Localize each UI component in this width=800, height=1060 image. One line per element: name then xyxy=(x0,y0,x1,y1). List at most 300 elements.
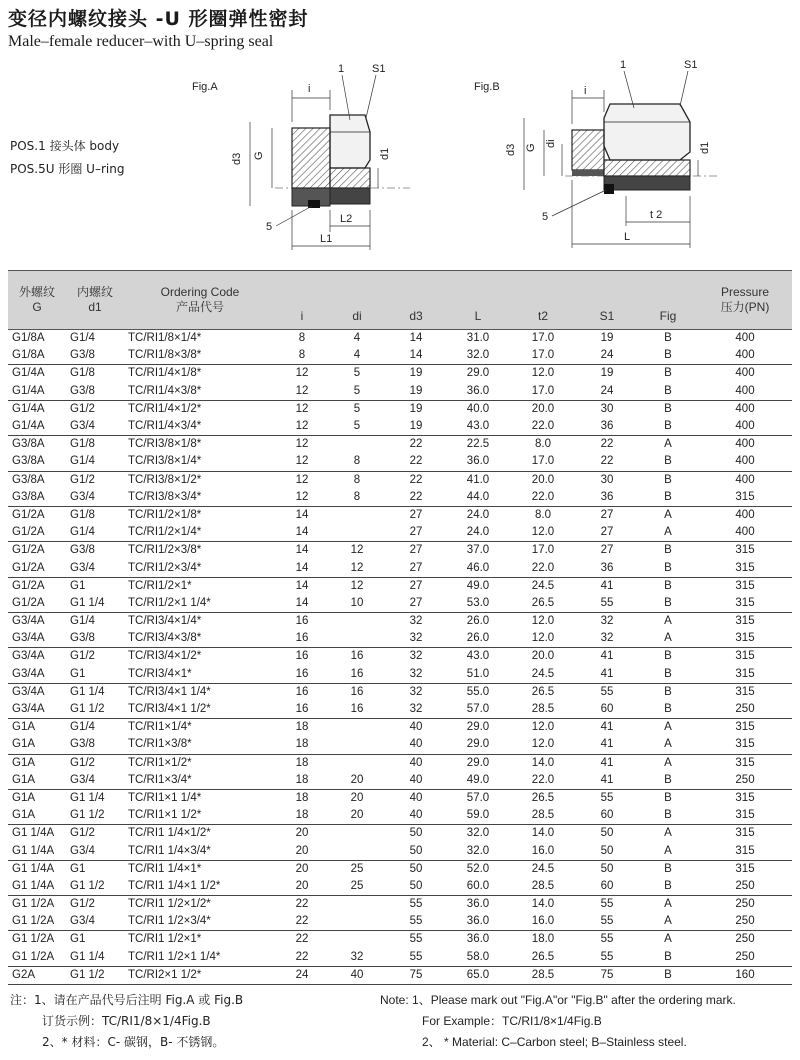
cell-d1: G1/4 xyxy=(70,332,95,345)
cell-d3: 40 xyxy=(409,809,423,822)
cell-i: 14 xyxy=(295,544,309,557)
cell-fig: B xyxy=(664,367,672,380)
cell-d3: 22 xyxy=(409,490,423,503)
cell-g: G1A xyxy=(12,738,36,751)
cell-d1: G3/8 xyxy=(70,632,95,645)
cell-g: G1/4A xyxy=(12,384,45,397)
cell-code: TC/RI1 1/2×1/2* xyxy=(128,898,211,911)
cell-t2: 28.5 xyxy=(531,968,555,981)
cell-code: TC/RI3/4×1* xyxy=(128,667,192,680)
cell-di xyxy=(328,931,386,949)
cell-d3: 22 xyxy=(409,455,423,468)
cell-pressure: 250 xyxy=(735,898,755,911)
cell-code: TC/RI1×1/4* xyxy=(128,721,192,734)
cell-l: 29.0 xyxy=(466,721,490,734)
cell-t2: 14.0 xyxy=(531,898,555,911)
col-header-d3: d3 xyxy=(409,309,423,323)
table-row xyxy=(8,524,792,542)
cell-g: G1/8A xyxy=(12,332,45,345)
cell-d1: G1 xyxy=(70,667,86,680)
cell-i: 18 xyxy=(295,756,309,769)
cell-s1: 55 xyxy=(600,596,614,609)
cell-fig: A xyxy=(664,844,672,857)
cell-t2: 12.0 xyxy=(531,367,555,380)
cell-s1: 55 xyxy=(600,933,614,946)
cell-l: 58.0 xyxy=(466,950,490,963)
cell-pressure: 315 xyxy=(735,490,755,503)
cell-fig: B xyxy=(664,650,672,663)
cell-di: 10 xyxy=(350,596,364,609)
table-row xyxy=(8,807,792,825)
cell-i: 16 xyxy=(295,632,309,645)
cell-d1: G1/2 xyxy=(70,650,95,663)
cell-t2: 16.0 xyxy=(531,844,555,857)
note-en-3: 2、 * Material: C–Carbon steel; B–Stainless steel. xyxy=(422,1035,687,1049)
cell-d3: 19 xyxy=(409,402,423,415)
cell-code: TC/RI1/8×1/4* xyxy=(128,332,202,345)
cell-fig: B xyxy=(664,685,672,698)
cell-g: G1/2A xyxy=(12,544,45,557)
cell-d3: 32 xyxy=(409,703,423,716)
cell-i: 12 xyxy=(295,367,309,380)
cell-d1: G1 xyxy=(70,933,86,946)
table-row xyxy=(8,860,792,878)
cell-d1: G1/4 xyxy=(70,721,95,734)
cell-t2: 24.5 xyxy=(531,579,555,592)
cell-s1: 50 xyxy=(600,827,614,840)
cell-d1: G1 1/2 xyxy=(70,968,105,981)
cell-di xyxy=(328,719,386,737)
cell-fig: A xyxy=(664,632,672,645)
cell-l: 57.0 xyxy=(466,703,490,716)
cell-d1: G1/8 xyxy=(70,438,95,451)
cell-di xyxy=(328,436,386,454)
cell-di: 25 xyxy=(350,862,364,875)
cell-d1: G1/2 xyxy=(70,473,95,486)
cell-i: 8 xyxy=(298,332,306,345)
cell-l: 57.0 xyxy=(466,791,490,804)
cell-d3: 27 xyxy=(409,579,423,592)
col-header-l: L xyxy=(474,309,482,323)
cell-s1: 60 xyxy=(600,809,614,822)
cell-l: 49.0 xyxy=(466,773,490,786)
cell-s1: 50 xyxy=(600,844,614,857)
cell-g: G3/4A xyxy=(12,615,45,628)
page-title-cn: 变径内螺纹接头 -U 形圈弹性密封 xyxy=(8,8,309,30)
cell-i: 16 xyxy=(295,650,309,663)
table-row xyxy=(8,436,792,454)
cell-pressure: 250 xyxy=(735,933,755,946)
cell-l: 29.0 xyxy=(466,367,490,380)
cell-i: 22 xyxy=(295,915,309,928)
cell-pressure: 315 xyxy=(735,596,755,609)
cell-fig: B xyxy=(664,455,672,468)
note-en-1: Note: 1、Please mark out "Fig.A"or "Fig.B" after the ordering mark. xyxy=(380,993,736,1007)
legend-pos1: POS.1 接头体 body xyxy=(10,139,120,153)
cell-i: 12 xyxy=(295,455,309,468)
table-row xyxy=(8,648,792,666)
table-row xyxy=(8,559,792,577)
cell-d3: 19 xyxy=(409,384,423,397)
cell-code: TC/RI3/4×3/8* xyxy=(128,632,202,645)
cell-code: TC/RI3/8×1/4* xyxy=(128,455,202,468)
cell-t2: 24.5 xyxy=(531,862,555,875)
cell-d3: 55 xyxy=(409,950,423,963)
cell-code: TC/RI1×1 1/4* xyxy=(128,791,202,804)
cell-l: 55.0 xyxy=(466,685,490,698)
table-row xyxy=(8,719,792,737)
cell-g: G1A xyxy=(12,773,36,786)
cell-di: 16 xyxy=(350,667,364,680)
cell-s1: 36 xyxy=(600,561,614,574)
cell-g: G1 1/4A xyxy=(12,862,55,875)
cell-s1: 55 xyxy=(600,685,614,698)
cell-g: G1/2A xyxy=(12,579,45,592)
cell-s1: 60 xyxy=(600,703,614,716)
cell-s1: 27 xyxy=(600,526,614,539)
table-row xyxy=(8,613,792,631)
cell-s1: 55 xyxy=(600,791,614,804)
cell-i: 12 xyxy=(295,438,309,451)
cell-g: G1/2A xyxy=(12,508,45,521)
cell-fig: B xyxy=(664,384,672,397)
cell-i: 18 xyxy=(295,738,309,751)
cell-l: 40.0 xyxy=(466,402,490,415)
table-header-row xyxy=(8,271,792,330)
cell-di: 5 xyxy=(353,420,361,433)
cell-di: 16 xyxy=(350,703,364,716)
cell-t2: 24.5 xyxy=(531,667,555,680)
col-header-t2: t2 xyxy=(537,309,548,323)
fig-b-di-label: di xyxy=(545,139,557,148)
cell-d3: 27 xyxy=(409,526,423,539)
cell-di: 8 xyxy=(353,455,361,468)
cell-i: 12 xyxy=(295,402,309,415)
cell-code: TC/RI1 1/4×1 1/2* xyxy=(128,879,221,892)
cell-di xyxy=(328,896,386,914)
cell-pressure: 400 xyxy=(735,420,755,433)
cell-fig: A xyxy=(664,438,672,451)
col-header-fig: Fig xyxy=(659,309,677,323)
cell-code: TC/RI1/4×3/4* xyxy=(128,420,202,433)
cell-pressure: 400 xyxy=(735,384,755,397)
cell-g: G1 1/4A xyxy=(12,844,55,857)
cell-code: TC/RI3/8×1/2* xyxy=(128,473,202,486)
cell-t2: 22.0 xyxy=(531,490,555,503)
fig-a-s1-label: S1 xyxy=(372,63,386,75)
fig-a-5-label: 5 xyxy=(266,221,273,233)
cell-t2: 17.0 xyxy=(531,384,555,397)
cell-d3: 50 xyxy=(409,862,423,875)
cell-s1: 41 xyxy=(600,773,614,786)
cell-l: 36.0 xyxy=(466,384,490,397)
fig-a-d3-label: d3 xyxy=(231,152,243,165)
cell-l: 43.0 xyxy=(466,420,490,433)
cell-g: G1/8A xyxy=(12,349,45,362)
page-title-en: Male–female reducer–with U–spring seal xyxy=(8,33,274,50)
cell-t2: 20.0 xyxy=(531,650,555,663)
cell-g: G3/4A xyxy=(12,650,45,663)
cell-di xyxy=(328,842,386,860)
cell-l: 43.0 xyxy=(466,650,490,663)
cell-i: 16 xyxy=(295,615,309,628)
cell-pressure: 400 xyxy=(735,367,755,380)
cell-t2: 12.0 xyxy=(531,632,555,645)
cell-pressure: 250 xyxy=(735,950,755,963)
note-en-2: For Example：TC/RI1/8×1/4Fig.B xyxy=(422,1014,602,1028)
cell-code: TC/RI1/4×1/8* xyxy=(128,367,202,380)
cell-s1: 55 xyxy=(600,950,614,963)
cell-s1: 27 xyxy=(600,508,614,521)
cell-g: G3/4A xyxy=(12,632,45,645)
fig-a-d1-label: d1 xyxy=(379,147,391,160)
cell-l: 24.0 xyxy=(466,526,490,539)
cell-g: G1A xyxy=(12,756,36,769)
cell-l: 59.0 xyxy=(466,809,490,822)
cell-d1: G1/2 xyxy=(70,898,95,911)
cell-d1: G1 1/4 xyxy=(70,791,105,804)
cell-s1: 22 xyxy=(600,455,614,468)
cell-t2: 18.0 xyxy=(531,933,555,946)
fig-b-g-label: G xyxy=(525,143,537,152)
notes-cn xyxy=(10,990,243,1053)
cell-code: TC/RI1 1/2×1* xyxy=(128,933,202,946)
cell-i: 16 xyxy=(295,703,309,716)
cell-code: TC/RI3/8×1/8* xyxy=(128,438,202,451)
cell-d1: G3/4 xyxy=(70,915,95,928)
cell-di: 40 xyxy=(350,968,364,981)
cell-t2: 14.0 xyxy=(531,827,555,840)
cell-di: 5 xyxy=(353,367,361,380)
cell-g: G1 1/2A xyxy=(12,898,55,911)
cell-d1: G3/4 xyxy=(70,773,95,786)
cell-pressure: 315 xyxy=(735,791,755,804)
col-header-g: 外螺纹 G xyxy=(18,285,55,314)
cell-d3: 32 xyxy=(409,685,423,698)
cell-l: 31.0 xyxy=(466,332,490,345)
cell-t2: 8.0 xyxy=(535,508,551,521)
cell-t2: 8.0 xyxy=(535,438,551,451)
cell-s1: 22 xyxy=(600,438,614,451)
cell-code: TC/RI3/8×3/4* xyxy=(128,490,202,503)
cell-s1: 24 xyxy=(600,349,614,362)
cell-d3: 40 xyxy=(409,791,423,804)
col-header-d1: 内螺纹 d1 xyxy=(76,285,113,314)
cell-code: TC/RI1×1 1/2* xyxy=(128,809,202,822)
cell-d3: 55 xyxy=(409,898,423,911)
table-row xyxy=(8,400,792,418)
cell-s1: 41 xyxy=(600,667,614,680)
cell-s1: 55 xyxy=(600,898,614,911)
cell-fig: A xyxy=(664,756,672,769)
cell-fig: A xyxy=(664,915,672,928)
cell-pressure: 250 xyxy=(735,773,755,786)
cell-fig: B xyxy=(664,579,672,592)
cell-d3: 32 xyxy=(409,632,423,645)
cell-t2: 22.0 xyxy=(531,561,555,574)
legend-pos5: POS.5U 形圈 U–ring xyxy=(10,162,125,176)
cell-g: G3/8A xyxy=(12,490,45,503)
cell-s1: 50 xyxy=(600,862,614,875)
cell-g: G1A xyxy=(12,721,36,734)
cell-s1: 41 xyxy=(600,721,614,734)
cell-code: TC/RI1×3/4* xyxy=(128,773,192,786)
cell-pressure: 315 xyxy=(735,667,755,680)
cell-g: G3/4A xyxy=(12,703,45,716)
cell-fig: B xyxy=(664,809,672,822)
cell-fig: B xyxy=(664,544,672,557)
cell-s1: 60 xyxy=(600,879,614,892)
cell-pressure: 315 xyxy=(735,544,755,557)
cell-s1: 41 xyxy=(600,650,614,663)
cell-t2: 20.0 xyxy=(531,402,555,415)
table-row xyxy=(8,736,792,754)
cell-t2: 28.5 xyxy=(531,809,555,822)
cell-di: 32 xyxy=(350,950,364,963)
cell-pressure: 400 xyxy=(735,438,755,451)
cell-d1: G1 1/4 xyxy=(70,596,105,609)
cell-d3: 27 xyxy=(409,596,423,609)
cell-s1: 19 xyxy=(600,367,614,380)
cell-t2: 26.5 xyxy=(531,596,555,609)
cell-d1: G1 xyxy=(70,862,86,875)
figure-b-drawing xyxy=(470,56,730,260)
cell-t2: 17.0 xyxy=(531,544,555,557)
cell-pressure: 315 xyxy=(735,756,755,769)
fig-b-5-label: 5 xyxy=(542,211,549,223)
cell-l: 29.0 xyxy=(466,738,490,751)
cell-fig: B xyxy=(664,862,672,875)
cell-fig: A xyxy=(664,827,672,840)
table-row xyxy=(8,878,792,896)
table-row xyxy=(8,825,792,843)
cell-di: 20 xyxy=(350,809,364,822)
cell-fig: A xyxy=(664,933,672,946)
cell-di xyxy=(328,524,386,542)
table-row xyxy=(8,489,792,507)
cell-d3: 40 xyxy=(409,738,423,751)
cell-l: 52.0 xyxy=(466,862,490,875)
cell-i: 8 xyxy=(298,349,306,362)
cell-g: G3/4A xyxy=(12,685,45,698)
cell-i: 20 xyxy=(295,862,309,875)
cell-i: 12 xyxy=(295,420,309,433)
cell-d3: 55 xyxy=(409,933,423,946)
cell-g: G3/8A xyxy=(12,473,45,486)
cell-g: G1A xyxy=(12,791,36,804)
cell-fig: B xyxy=(664,773,672,786)
cell-d3: 50 xyxy=(409,827,423,840)
fig-a-i-label: i xyxy=(308,83,311,95)
cell-fig: A xyxy=(664,508,672,521)
cell-d1: G1 xyxy=(70,579,86,592)
cell-code: TC/RI1/2×1/8* xyxy=(128,508,202,521)
cell-d3: 40 xyxy=(409,756,423,769)
table-row xyxy=(8,754,792,772)
cell-d1: G1/8 xyxy=(70,367,95,380)
cell-pressure: 315 xyxy=(735,615,755,628)
cell-t2: 26.5 xyxy=(531,685,555,698)
cell-i: 18 xyxy=(295,721,309,734)
cell-di xyxy=(328,630,386,648)
cell-pressure: 250 xyxy=(735,915,755,928)
cell-pressure: 315 xyxy=(735,579,755,592)
cell-di xyxy=(328,613,386,631)
cell-t2: 16.0 xyxy=(531,915,555,928)
cell-di: 12 xyxy=(350,579,364,592)
cell-di: 5 xyxy=(353,402,361,415)
fig-b-d1-label: d1 xyxy=(699,141,711,154)
cell-fig: B xyxy=(664,332,672,345)
table-row xyxy=(8,966,792,984)
cell-g: G1/2A xyxy=(12,526,45,539)
cell-fig: B xyxy=(664,791,672,804)
fig-b-label: Fig.B xyxy=(474,81,500,93)
cell-code: TC/RI1/2×3/8* xyxy=(128,544,202,557)
cell-code: TC/RI1/2×1* xyxy=(128,579,192,592)
cell-l: 44.0 xyxy=(466,490,490,503)
cell-l: 36.0 xyxy=(466,915,490,928)
cell-fig: B xyxy=(664,879,672,892)
cell-di xyxy=(328,506,386,524)
cell-i: 22 xyxy=(295,933,309,946)
cell-l: 36.0 xyxy=(466,455,490,468)
cell-l: 65.0 xyxy=(466,968,490,981)
cell-l: 32.0 xyxy=(466,827,490,840)
cell-di: 5 xyxy=(353,384,361,397)
table-row xyxy=(8,347,792,365)
cell-d1: G3/4 xyxy=(70,420,95,433)
cell-l: 32.0 xyxy=(466,844,490,857)
cell-g: G1/4A xyxy=(12,420,45,433)
note-cn-1: 注：1、请在产品代号后注明 Fig.A 或 Fig.B xyxy=(10,993,244,1007)
cell-code: TC/RI1 1/4×3/4* xyxy=(128,844,211,857)
cell-d3: 32 xyxy=(409,615,423,628)
cell-code: TC/RI3/4×1 1/2* xyxy=(128,703,211,716)
cell-t2: 14.0 xyxy=(531,756,555,769)
cell-di: 12 xyxy=(350,544,364,557)
cell-g: G1 1/4A xyxy=(12,827,55,840)
cell-fig: B xyxy=(664,473,672,486)
cell-fig: A xyxy=(664,738,672,751)
cell-fig: B xyxy=(664,561,672,574)
cell-t2: 26.5 xyxy=(531,791,555,804)
spec-table xyxy=(8,270,792,985)
table-row xyxy=(8,542,792,560)
cell-code: TC/RI1/4×1/2* xyxy=(128,402,202,415)
cell-d1: G3/8 xyxy=(70,349,95,362)
cell-pressure: 315 xyxy=(735,721,755,734)
cell-t2: 12.0 xyxy=(531,738,555,751)
note-cn-3: 2、* 材料：C- 碳钢，B- 不锈钢。 xyxy=(42,1035,225,1049)
cell-s1: 32 xyxy=(600,632,614,645)
fig-b-i-label: i xyxy=(584,85,587,97)
cell-l: 53.0 xyxy=(466,596,490,609)
cell-i: 14 xyxy=(295,561,309,574)
cell-di: 12 xyxy=(350,561,364,574)
cell-di: 8 xyxy=(353,490,361,503)
cell-fig: B xyxy=(664,402,672,415)
table-row xyxy=(8,683,792,701)
cell-l: 51.0 xyxy=(466,667,490,680)
cell-pressure: 315 xyxy=(735,561,755,574)
cell-l: 26.0 xyxy=(466,632,490,645)
cell-d3: 27 xyxy=(409,561,423,574)
cell-l: 22.5 xyxy=(466,438,490,451)
cell-d3: 32 xyxy=(409,667,423,680)
cell-code: TC/RI3/4×1 1/4* xyxy=(128,685,211,698)
cell-d1: G1/8 xyxy=(70,508,95,521)
